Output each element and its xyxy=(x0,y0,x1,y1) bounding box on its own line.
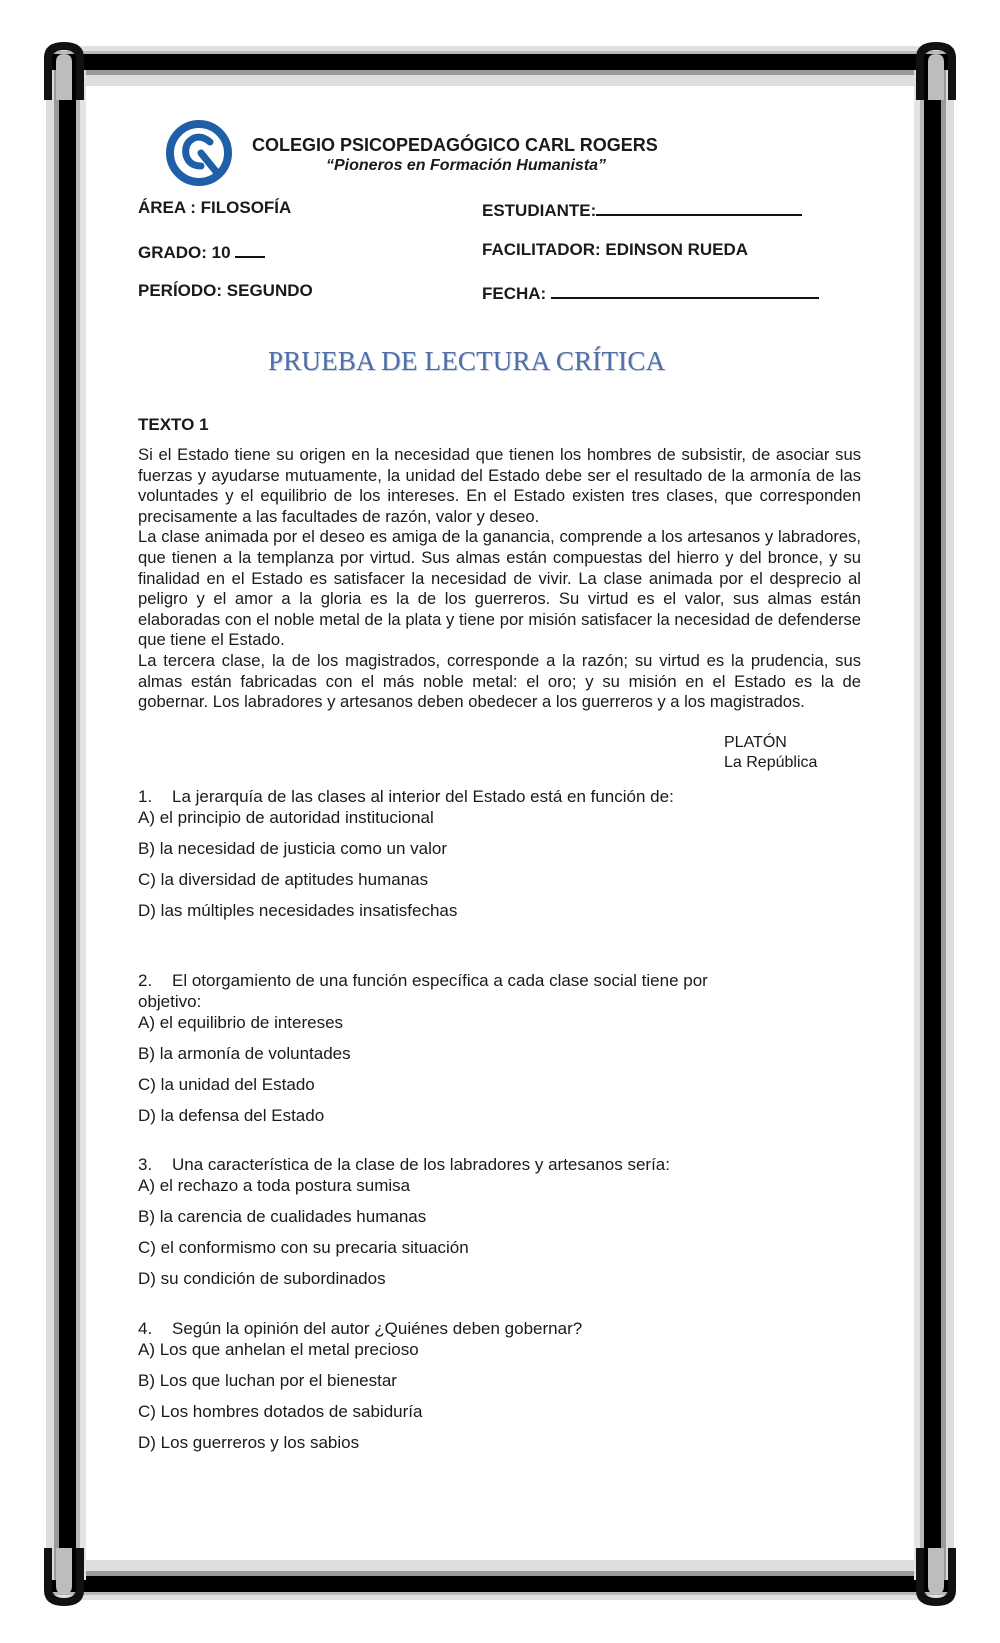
answer-option[interactable]: A) el principio de autoridad institucional xyxy=(138,808,434,827)
page-title: PRUEBA DE LECTURA CRÍTICA xyxy=(268,346,666,376)
answer-option[interactable]: D) las múltiples necesidades insatisfechas xyxy=(138,901,458,920)
answer-option[interactable]: D) su condición de subordinados xyxy=(138,1269,386,1288)
student-field: ESTUDIANTE: xyxy=(482,198,802,221)
source-author: PLATÓN xyxy=(724,734,787,751)
answer-option[interactable]: A) el rechazo a toda postura sumisa xyxy=(138,1176,411,1195)
question-number: 4. xyxy=(138,1319,153,1338)
student-blank xyxy=(596,198,802,216)
answer-option[interactable]: A) el equilibrio de intereses xyxy=(138,1013,344,1032)
answer-option[interactable]: B) la armonía de voluntades xyxy=(138,1044,351,1063)
frame-top-bar xyxy=(50,46,950,86)
text-label: TEXTO 1 xyxy=(138,415,209,434)
answer-option[interactable]: C) el conformismo con su precaria situación xyxy=(138,1238,469,1257)
question-2 xyxy=(138,970,718,1126)
school-motto: “Pioneros en Formación Humanista” xyxy=(326,157,607,174)
area-label: ÁREA : FILOSOFÍA xyxy=(138,198,292,217)
answer-option[interactable]: A) Los que anhelan el metal precioso xyxy=(138,1340,419,1359)
question-number: 3. xyxy=(138,1155,153,1174)
passage-source xyxy=(724,733,817,773)
passage-paragraph: La tercera clase, la de los magistrados, corresponde a la razón; su virtud es la prudencia, sus almas están fabricadas con el más noble metal: el oro; y su misión en el Estado es la de gobernar. Los labradores y artesanos deben obedecer a los guerreros y a los magistrados. xyxy=(138,650,861,712)
frame-corner-ornament xyxy=(42,40,86,100)
answer-option[interactable]: B) la necesidad de justicia como un valor xyxy=(138,839,447,858)
frame-left-bar xyxy=(46,70,86,1580)
question-4 xyxy=(138,1318,718,1453)
cr-logo-icon xyxy=(166,120,232,186)
question-number: 1. xyxy=(138,787,153,806)
passage-paragraph: La clase animada por el deseo es amiga de la ganancia, comprende a los artesanos y labradores, que tienen a la templanza por virtud. Sus almas están compuestas del hierro y del bronce, y su finalidad en el Estado es satisfacer la necesidad de vivir. La clase animada por el desprecio al peligro y el amor a la gloria es la de los guerreros. Su virtud es el valor, sus almas están elaboradas con el noble metal de la plata y tiene por misión satisfacer la necesidad de defenderse que tiene el Estado. xyxy=(138,527,861,650)
passage-paragraph: Si el Estado tiene su origen en la necesidad que tienen los hombres de subsistir, de asociar sus fuerzas y ayudarse mutuamente, la unidad del Estado debe ser el resultado de la armonía de las voluntades y el equilibrio de los intereses. En el Estado existen tres clases, que corresponden precisamente a las facultades de razón, valor y deseo. xyxy=(138,445,861,526)
answer-option[interactable]: C) la unidad del Estado xyxy=(138,1075,315,1094)
answer-option[interactable]: B) la carencia de cualidades humanas xyxy=(138,1207,427,1226)
answer-option[interactable]: D) la defensa del Estado xyxy=(138,1106,325,1125)
answer-option[interactable]: D) Los guerreros y los sabios xyxy=(138,1433,360,1452)
question-3 xyxy=(138,1154,718,1289)
school-name: COLEGIO PSICOPEDAGÓGICO CARL ROGERS xyxy=(252,135,658,155)
facilitator-label: FACILITADOR: EDINSON RUEDA xyxy=(482,240,749,259)
frame-corner-ornament xyxy=(914,40,958,100)
question-stem: 4. Según la opinión del autor ¿Quiénes deben gobernar? xyxy=(138,1319,583,1338)
answer-option[interactable]: C) la diversidad de aptitudes humanas xyxy=(138,870,429,889)
frame-corner-ornament xyxy=(42,1548,86,1608)
frame-right-bar xyxy=(914,70,954,1580)
date-field: FECHA: xyxy=(482,281,819,304)
question-stem: 2. El otorgamiento de una función específica a cada clase social tiene por objetivo: xyxy=(138,971,708,1011)
period-label: PERÍODO: SEGUNDO xyxy=(138,281,313,300)
question-stem: 3. Una característica de la clase de los labradores y artesanos sería: xyxy=(138,1155,670,1174)
question-number: 2. xyxy=(138,971,153,990)
source-work: La República xyxy=(724,754,818,771)
answer-option[interactable]: B) Los que luchan por el bienestar xyxy=(138,1371,397,1390)
reading-passage xyxy=(138,445,861,713)
frame-bottom-bar xyxy=(50,1560,950,1600)
answer-option[interactable]: C) Los hombres dotados de sabiduría xyxy=(138,1402,423,1421)
grade-blank xyxy=(235,240,265,258)
grade-label: GRADO: 10 xyxy=(138,240,265,263)
question-1 xyxy=(138,786,718,921)
frame-corner-ornament xyxy=(914,1548,958,1608)
date-blank xyxy=(551,281,819,299)
question-stem: 1. La jerarquía de las clases al interior del Estado está en función de: xyxy=(138,787,674,806)
